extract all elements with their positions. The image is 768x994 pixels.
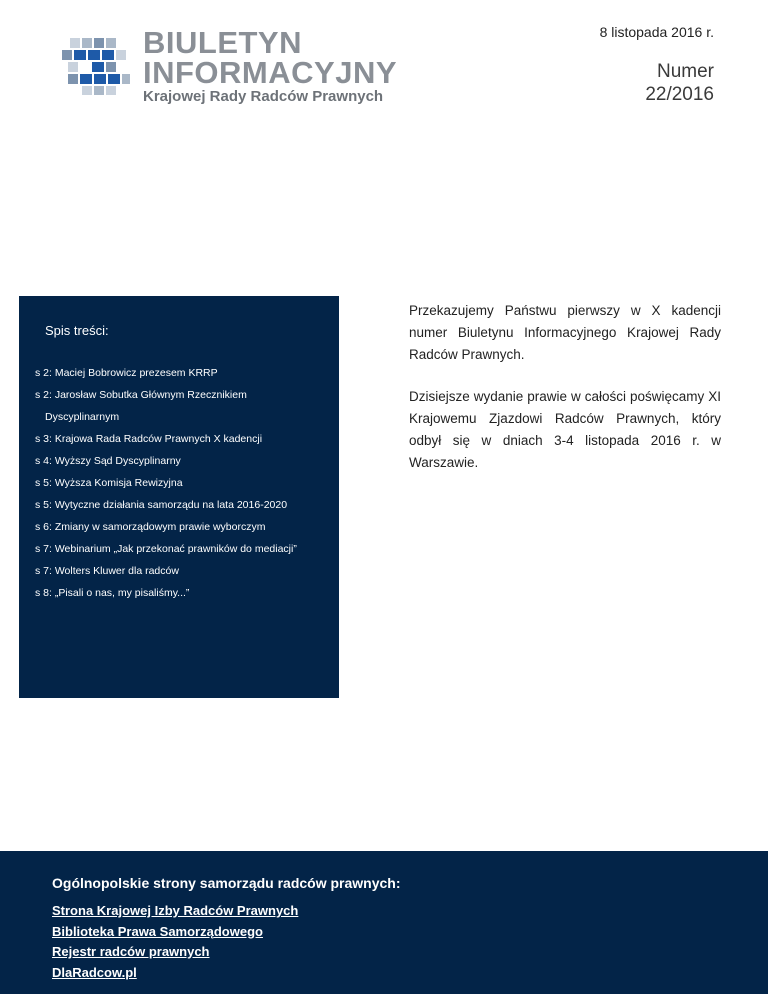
toc-item[interactable]: s 7: Webinarium „Jak przekonać prawników do mediacji” [35,543,297,555]
toc-item-continuation[interactable] [35,406,333,428]
toc-item[interactable]: s 6: Zmiany w samorządowym prawie wyborczym [35,521,266,533]
brand-title-line2: INFORMACYJNY [143,55,398,90]
footer-link-item [52,922,298,943]
toc-title: Spis treści: [45,323,109,338]
toc-item[interactable]: s 5: Wyższa Komisja Rewizyjna [35,477,183,489]
toc-item[interactable]: s 5: Wytyczne działania samorządu na lata 2016-2020 [35,499,288,511]
toc-item[interactable]: s 4: Wyższy Sąd Dyscyplinarny [35,455,181,467]
toc-list [35,362,333,604]
intro-paragraph-2: Dzisiejsze wydanie prawie w całości poświęcamy XI Krajowemu Zjazdowi Radców Prawnych, który odbył się w dniach 3-4 listopada 2016 r. w Warszawie. [409,389,721,470]
intro-text [409,300,721,494]
brand-subtitle: Krajowej Rady Radców Prawnych [143,88,384,105]
footer-links-panel [0,851,768,994]
link-library[interactable]: Biblioteka Prawa Samorządowego [52,923,263,939]
footer-link-item [52,942,298,963]
toc-item[interactable]: s 2: Jarosław Sobutka Głównym Rzecznikiem [35,389,247,401]
issue-date: 8 listopada 2016 r. [599,24,714,40]
brand-title-line1: BIULETYN [143,25,302,60]
footer-link-item [52,901,298,922]
intro-paragraph-1: Przekazujemy Państwu pierwszy w X kadencji numer Biuletynu Informacyjnego Krajowej Rady Radców Prawnych. [409,303,721,362]
link-dlaradcow[interactable]: DlaRadcow.pl [52,964,137,980]
toc-item[interactable]: s 3: Krajowa Rada Radców Prawnych X kadencji [35,433,263,445]
publication-brand [143,25,398,106]
toc-item[interactable]: s 2: Maciej Bobrowicz prezesem KRRP [35,367,218,379]
krrp-logo-icon [62,36,132,96]
link-krip-website[interactable]: Strona Krajowej Izby Radców Prawnych [52,903,299,918]
toc-item[interactable]: s 7: Wolters Kluwer dla radców [35,565,179,577]
footer-link-list [52,901,298,983]
table-of-contents [19,296,339,698]
link-registry[interactable]: Rejestr radców prawnych [52,944,210,959]
footer-link-item [52,963,298,984]
issue-number-block [645,60,714,106]
issue-label: Numer [656,61,714,82]
toc-item-continuation-text: Dyscyplinarnym [45,411,120,423]
issue-number: 22/2016 [645,84,714,105]
toc-item[interactable]: s 8: „Pisali o nas, my pisaliśmy...” [35,587,190,599]
footer-title: Ogólnopolskie strony samorządu radców prawnych: [52,875,401,891]
